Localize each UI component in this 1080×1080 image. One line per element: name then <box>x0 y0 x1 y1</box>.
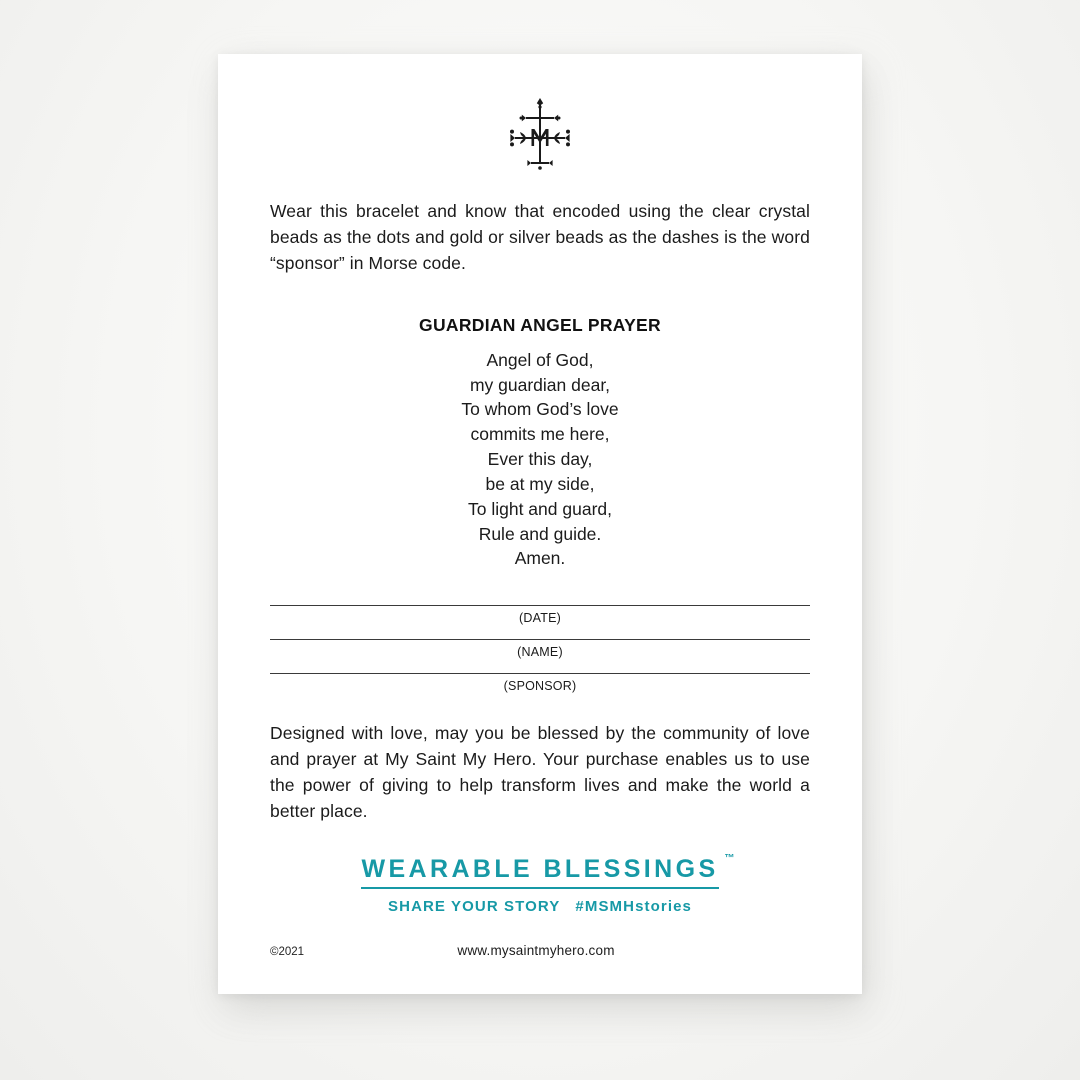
prayer-line: Rule and guide. <box>478 523 602 544</box>
name-field[interactable] <box>270 639 810 659</box>
signature-fields <box>270 605 810 693</box>
name-field-label: (NAME) <box>517 645 563 660</box>
prayer-line: To light and guard, <box>468 498 612 519</box>
website-url: www.mysaintmyhero.com <box>457 943 615 958</box>
prayer-line: commits me here, <box>470 424 610 445</box>
brand-logo <box>270 54 810 175</box>
prayer-line: be at my side, <box>485 473 595 494</box>
copyright-text: ©2021 <box>270 946 305 958</box>
prayer-body <box>270 348 810 572</box>
brand-tagline-row <box>270 898 810 915</box>
sponsor-field-rule <box>270 673 810 674</box>
prayer-line: Angel of God, <box>486 349 594 370</box>
card-footer <box>270 943 810 958</box>
sponsor-field[interactable] <box>270 673 810 693</box>
date-field-label: (DATE) <box>519 611 561 626</box>
brand-name-text: WEARABLE BLESSINGS <box>361 854 719 883</box>
prayer-line: Ever this day, <box>487 449 593 470</box>
date-field-rule <box>270 605 810 606</box>
prayer-title: GUARDIAN ANGEL PRAYER <box>419 314 661 335</box>
prayer-line: Amen. <box>514 548 566 569</box>
intro-paragraph: Wear this bracelet and know that encoded using the clear crystal beads as the dots and gold or silver beads as the dashes is the word “sponsor” in Morse code. <box>270 201 810 273</box>
prayer-line: To whom God’s love <box>461 399 619 420</box>
wearable-blessings-lockup <box>270 852 810 915</box>
msmh-monogram-cross-icon <box>509 157 571 174</box>
closing-paragraph: Designed with love, may you be blessed by the community of love and prayer at My Saint My Hero. Your purchase enables us to use the power of giving to help transform lives and make the world a better place. <box>270 723 810 821</box>
name-field-rule <box>270 639 810 640</box>
prayer-card <box>218 54 862 994</box>
sponsor-field-label: (SPONSOR) <box>503 679 577 694</box>
brand-name <box>361 852 735 889</box>
prayer-line: my guardian dear, <box>469 374 611 395</box>
brand-hashtag: #MSMHstories <box>575 897 692 915</box>
date-field[interactable] <box>270 605 810 625</box>
brand-tagline: SHARE YOUR STORY <box>388 897 561 915</box>
trademark-symbol: ™ <box>724 852 735 864</box>
